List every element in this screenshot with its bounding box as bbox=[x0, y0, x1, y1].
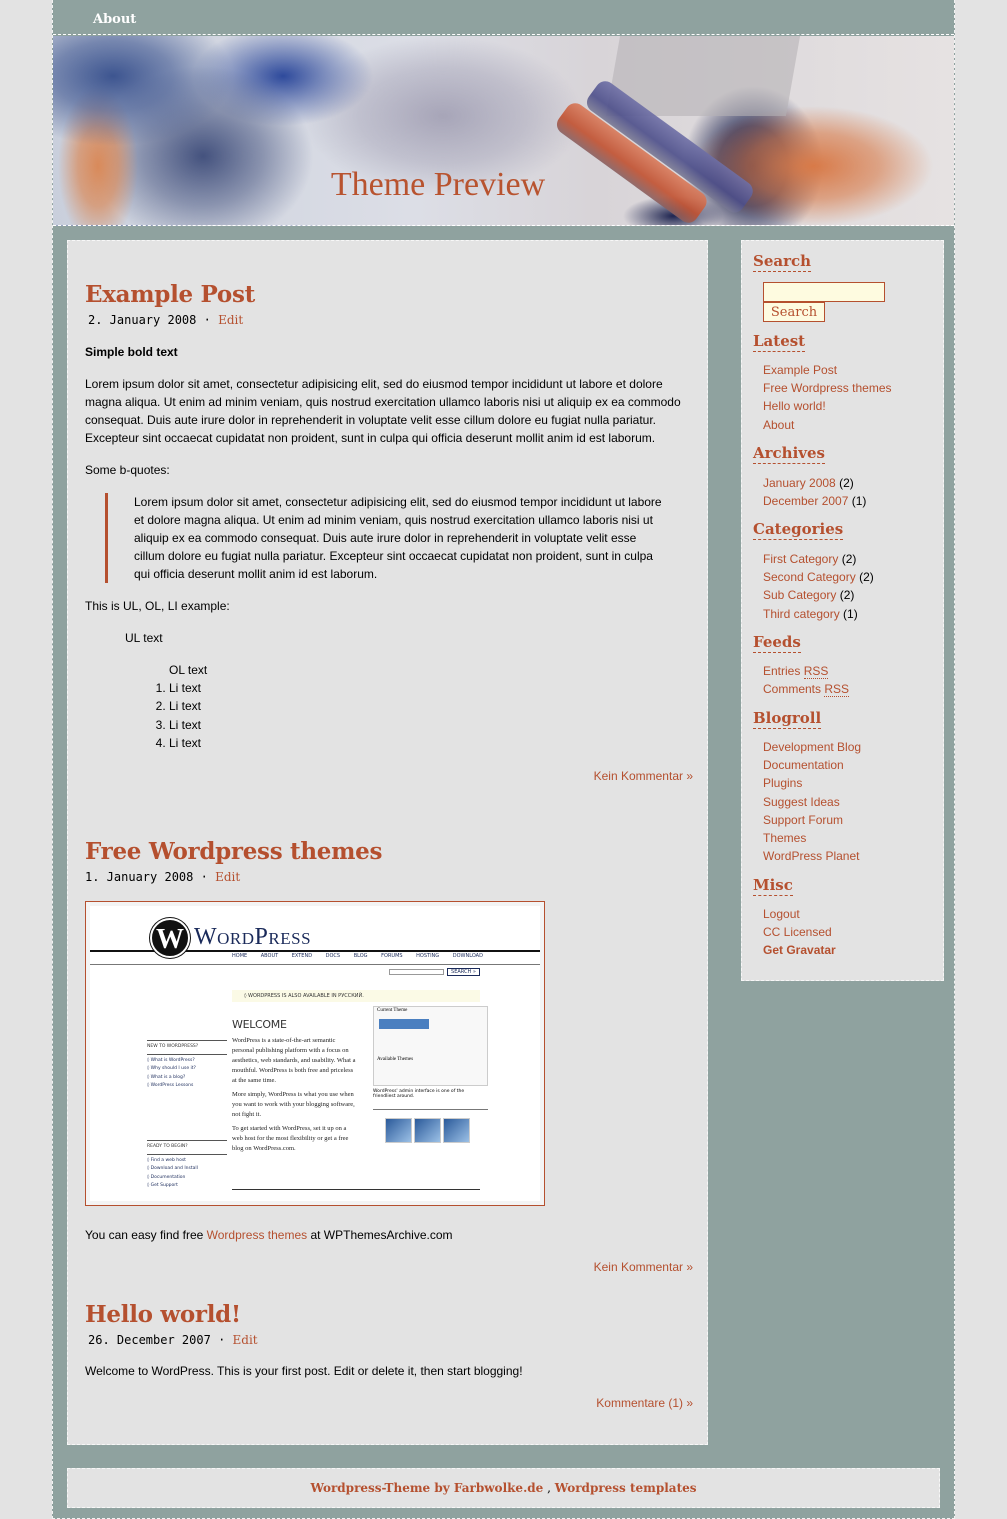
post-count: (2) bbox=[859, 570, 874, 585]
comments-link-wrap bbox=[85, 767, 693, 785]
top-navigation bbox=[53, 0, 954, 35]
blogroll-link[interactable]: Plugins bbox=[763, 776, 803, 791]
post-count: (2) bbox=[839, 588, 855, 603]
list-item bbox=[763, 941, 836, 959]
category-link[interactable]: Third category bbox=[763, 606, 840, 621]
footer-separator: , bbox=[543, 1481, 555, 1495]
post-title-link[interactable]: Free Wordpress themes bbox=[85, 838, 383, 865]
cc-licensed-link[interactable]: CC Licensed bbox=[763, 925, 832, 940]
post-paragraph: Welcome to WordPress. This is your first post. Edit or delete it, then start blogging! bbox=[85, 1364, 523, 1378]
divider bbox=[373, 1109, 488, 1110]
bold-text: Simple bold text bbox=[85, 345, 178, 359]
list-item bbox=[763, 793, 861, 811]
comments-link[interactable]: Kommentare (1) » bbox=[596, 1396, 693, 1410]
wp-search-box bbox=[389, 969, 444, 975]
edit-link[interactable]: Edit bbox=[232, 1333, 258, 1347]
list-item bbox=[763, 492, 866, 510]
edit-link[interactable]: Edit bbox=[218, 313, 244, 327]
post-title-link[interactable]: Example Post bbox=[85, 281, 255, 308]
meta-separator: · bbox=[200, 870, 208, 884]
wp-side-item: ◊ What is a blog? bbox=[147, 1074, 186, 1080]
comments-rss-link[interactable] bbox=[763, 682, 849, 697]
comments-link-wrap bbox=[85, 1394, 693, 1412]
rss-abbr: RSS bbox=[803, 664, 829, 678]
wp-body-3: To get started with WordPress, set it up on a web host for the most flexibility or get a free blog on WordPress.com. bbox=[232, 1125, 349, 1152]
meta-separator: · bbox=[203, 313, 211, 327]
wp-body bbox=[232, 1036, 357, 1154]
wp-admin-caption: WordPress' admin interface is one of the friendliest around. bbox=[373, 1089, 465, 1099]
wp-nav: HOME ABOUT EXTEND DOCS BLOG FORUMS HOSTING DOWNLOAD bbox=[232, 953, 483, 959]
wp-side-item: ◊ Download and Install bbox=[147, 1166, 198, 1171]
post-meta bbox=[88, 1333, 693, 1347]
search-input[interactable] bbox=[763, 282, 885, 302]
text: at WPThemesArchive.com bbox=[307, 1228, 453, 1242]
list-item bbox=[763, 605, 874, 623]
header-banner bbox=[53, 36, 954, 226]
search-button[interactable]: Search bbox=[763, 302, 825, 322]
list-item: 3. Li text bbox=[169, 716, 693, 734]
wp-current-theme bbox=[373, 1006, 488, 1086]
post-count: (1) bbox=[851, 494, 867, 509]
list-item bbox=[763, 361, 892, 379]
wp-available-themes: Available Themes bbox=[377, 1057, 414, 1062]
archives-list bbox=[763, 474, 866, 510]
themes-paragraph bbox=[85, 1226, 453, 1244]
list-item bbox=[763, 847, 861, 865]
list-item bbox=[763, 474, 866, 492]
wordpress-logo-icon: W bbox=[150, 918, 190, 958]
post-date: 1. January 2008 bbox=[85, 870, 194, 884]
entries-rss-link[interactable] bbox=[763, 664, 828, 679]
list-item bbox=[763, 811, 861, 829]
blogroll-link[interactable]: Documentation bbox=[763, 758, 844, 773]
comments-link-wrap bbox=[594, 1258, 693, 1276]
latest-link[interactable]: Example Post bbox=[763, 363, 838, 377]
wp-side-item: ◊ Documentation bbox=[147, 1174, 186, 1180]
list-item bbox=[763, 923, 836, 941]
wp-body-2: More simply, WordPress is what you use when you want to work with your blogging software, not fight it. bbox=[232, 1091, 355, 1118]
post-hello-world bbox=[85, 1301, 693, 1412]
widget-title-misc: Misc bbox=[753, 876, 793, 894]
wp-theme-title: Current Theme bbox=[377, 1008, 408, 1013]
nav-item-about[interactable]: About bbox=[93, 12, 137, 27]
wordpress-templates-link[interactable]: Wordpress templates bbox=[554, 1481, 697, 1495]
wp-search-button: SEARCH » bbox=[447, 968, 480, 976]
list-item bbox=[763, 774, 861, 792]
blogroll-link[interactable]: WordPress Planet bbox=[763, 849, 860, 864]
rss-abbr: RSS bbox=[824, 682, 850, 697]
list-item: 1. Li text bbox=[169, 679, 693, 697]
list-label: This is UL, OL, LI example: bbox=[85, 599, 230, 613]
blogroll-link[interactable]: Development Blog bbox=[763, 740, 862, 754]
post-title[interactable] bbox=[85, 838, 693, 865]
post-count: (2) bbox=[839, 476, 854, 490]
divider bbox=[90, 964, 540, 965]
wp-theme-thumbnails bbox=[385, 1118, 472, 1147]
post-count: (1) bbox=[843, 606, 858, 621]
ordered-list bbox=[85, 679, 693, 752]
sidebar bbox=[741, 240, 944, 981]
widget-title-categories: Categories bbox=[753, 520, 844, 538]
wp-side-item: ◊ What is WordPress? bbox=[147, 1057, 195, 1063]
list-item: 2. Li text bbox=[169, 697, 693, 715]
widget-title-search: Search bbox=[753, 252, 812, 270]
list-item bbox=[763, 680, 849, 698]
list-item bbox=[763, 416, 892, 434]
comments-link[interactable]: Kein Kommentar » bbox=[593, 1260, 693, 1274]
wordpress-screenshot-image[interactable] bbox=[85, 901, 545, 1206]
site-title[interactable]: Theme Preview bbox=[330, 166, 546, 203]
blogroll-list bbox=[763, 738, 861, 865]
farbwolke-link[interactable]: Wordpress-Theme by Farbwolke.de bbox=[310, 1481, 544, 1495]
wp-side-item: ◊ Why should I use it? bbox=[147, 1066, 196, 1071]
wp-side-title: NEW TO WORDPRESS? bbox=[147, 1040, 227, 1055]
text: You can easy find free bbox=[85, 1228, 207, 1242]
divider bbox=[232, 1189, 480, 1190]
post-title-link[interactable]: Hello world! bbox=[85, 1301, 241, 1328]
latest-link[interactable]: Free Wordpress themes bbox=[763, 381, 892, 396]
footer bbox=[67, 1468, 940, 1508]
post-meta bbox=[88, 313, 693, 327]
wordpress-themes-link[interactable]: Wordpress themes bbox=[206, 1228, 308, 1242]
wp-side-item: ◊ Find a web host bbox=[147, 1157, 186, 1163]
latest-link[interactable]: Hello world! bbox=[763, 399, 826, 414]
wp-notice: ◊ WORDPRESS IS ALSO AVAILABLE IN РУССКИЙ. bbox=[232, 990, 480, 1002]
list-item bbox=[763, 738, 861, 756]
blockquote: Lorem ipsum dolor sit amet, consectetur adipisicing elit, sed do eiusmod tempor incididunt ut labore et dolore magna aliqua. Ut enim ad minim veniam, quis nostrud exercitation ullamco laboris nisi ut aliquip ex ea commodo consequat. Duis aute irure dolor in reprehenderit in voluptate velit esse cillum dolore eu fugiat nulla pariatur. Excepteur sint occaecat cupidatat non proident, sunt in culpa qui officia deserunt mollit anim id est laborum. bbox=[105, 493, 665, 583]
wp-side-item: ◊ WordPress Lessons bbox=[147, 1083, 194, 1088]
post-paragraph: Lorem ipsum dolor sit amet, consectetur adipisicing elit, sed do eiusmod tempor incididunt ut labore et dolore magna aliqua. Ut enim ad minim veniam, quis nostrud exercitation ullamco laboris nisi ut aliquip ex ea commodo consequat. Duis aute irure dolor in reprehenderit in voluptate velit esse cillum dolore eu fugiat nulla pariatur. Excepteur sint occaecat cupidatat non proident, sunt in culpa qui officia deserunt mollit anim id est laborum. bbox=[85, 377, 681, 445]
feeds-list bbox=[763, 662, 849, 698]
post-count: (2) bbox=[841, 552, 857, 566]
latest-link[interactable]: About bbox=[763, 417, 795, 432]
list-item bbox=[763, 550, 874, 568]
misc-list bbox=[763, 905, 836, 960]
comments-link[interactable]: Kein Kommentar » bbox=[593, 769, 693, 784]
widget-title-latest: Latest bbox=[753, 332, 806, 350]
wp-logo-text: WordPress bbox=[194, 924, 312, 950]
post-example bbox=[85, 281, 693, 785]
list-item bbox=[763, 397, 892, 415]
wp-theme-preview bbox=[379, 1019, 429, 1029]
categories-list bbox=[763, 550, 874, 623]
category-link[interactable]: Second Category bbox=[763, 570, 856, 585]
wordpress-screenshot-canvas bbox=[90, 906, 540, 1201]
wp-side-item: ◊ Get Support bbox=[147, 1183, 178, 1188]
list-item: 4. Li text bbox=[169, 734, 693, 752]
list-item bbox=[763, 905, 836, 923]
widget-title-feeds: Feeds bbox=[753, 633, 801, 651]
list-item bbox=[763, 586, 874, 604]
ol-text: OL text bbox=[169, 663, 208, 677]
post-date: 2. January 2008 bbox=[88, 313, 197, 327]
feed-label: Entries bbox=[763, 664, 801, 678]
category-link[interactable]: First Category bbox=[763, 552, 839, 566]
category-link[interactable]: Sub Category bbox=[763, 588, 837, 603]
feed-label: Comments bbox=[763, 682, 822, 697]
blogroll-link[interactable]: Support Forum bbox=[763, 812, 844, 827]
list-item bbox=[763, 662, 849, 680]
wp-side-new bbox=[147, 1040, 227, 1091]
post-date: 26. December 2007 bbox=[88, 1333, 211, 1347]
bquote-label: Some b-quotes: bbox=[85, 463, 170, 477]
list-item bbox=[763, 379, 892, 397]
wp-side-begin bbox=[147, 1140, 227, 1191]
widget-title-archives: Archives bbox=[753, 444, 825, 462]
main-content bbox=[67, 240, 708, 1445]
ul-text: UL text bbox=[125, 631, 163, 645]
post-title[interactable] bbox=[85, 281, 693, 308]
wp-welcome: WELCOME bbox=[232, 1018, 287, 1031]
blogroll-link[interactable]: Themes bbox=[763, 830, 807, 845]
logout-link[interactable]: Logout bbox=[763, 907, 800, 921]
latest-list bbox=[763, 361, 892, 434]
page-frame bbox=[52, 0, 955, 1519]
widget-title-blogroll: Blogroll bbox=[753, 709, 822, 727]
post-meta bbox=[85, 870, 693, 884]
archive-link[interactable]: January 2008 bbox=[763, 476, 836, 490]
post-title[interactable] bbox=[85, 1301, 693, 1328]
list-item bbox=[763, 756, 861, 774]
get-gravatar-link[interactable]: Get Gravatar bbox=[763, 943, 836, 958]
list-item bbox=[763, 829, 861, 847]
wp-body-1: WordPress is a state-of-the-art semantic personal publishing platform with a focus on aesthetics, web standards, and usability. What a mouthful. WordPress is both free and priceless at the same time. bbox=[232, 1037, 356, 1084]
archive-link[interactable]: December 2007 bbox=[763, 494, 849, 509]
blogroll-link[interactable]: Suggest Ideas bbox=[763, 794, 840, 809]
meta-separator: · bbox=[218, 1333, 226, 1347]
list-item bbox=[763, 568, 874, 586]
wp-side-title: READY TO BEGIN? bbox=[147, 1140, 227, 1155]
edit-link[interactable]: Edit bbox=[215, 870, 241, 884]
